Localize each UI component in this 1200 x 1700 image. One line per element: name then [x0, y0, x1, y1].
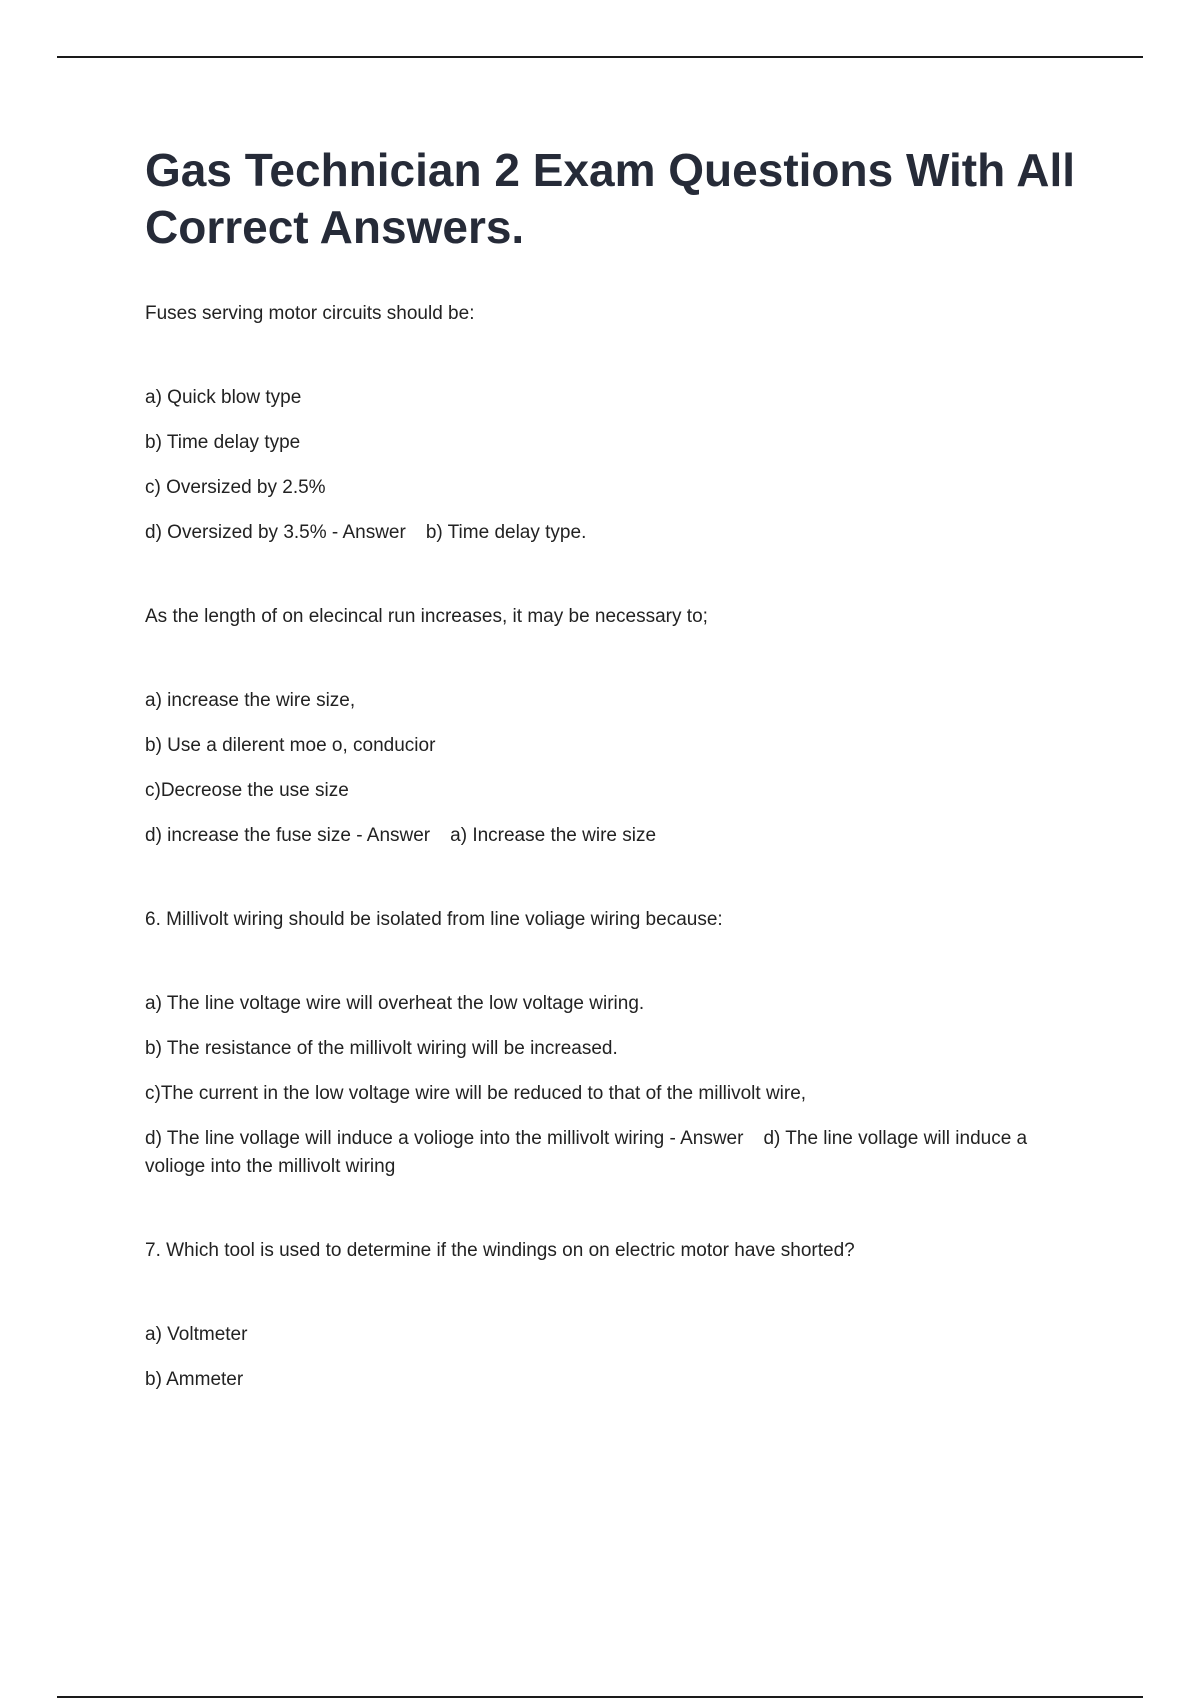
option-item-with-answer [145, 1125, 1085, 1181]
option-item: a) The line voltage wire will overheat the low voltage wiring. [145, 993, 645, 1014]
bottom-rule [57, 1696, 1143, 1698]
option-text: d) Oversized by 3.5% - Answer [145, 522, 406, 543]
option-text: d) The line vollage will induce a volioge into the millivolt wiring - Answer [145, 1128, 744, 1149]
document-title: Gas Technician 2 Exam Questions With All Correct Answers. [145, 144, 1076, 253]
options-list [145, 1321, 1085, 1394]
answer-text: d) The line vollage will induce a volioge into the millivolt wiring [145, 1128, 1028, 1177]
option-item-with-answer [145, 519, 1085, 547]
option-item-with-answer [145, 822, 1085, 850]
answer-text: b) Time delay type. [425, 522, 587, 543]
option-text: d) increase the fuse size - Answer [145, 825, 431, 846]
option-item: c)Decreose the use size [145, 780, 349, 801]
options-list [145, 990, 1085, 1181]
option-item: b) Time delay type [145, 432, 301, 453]
question-block [145, 1237, 1085, 1394]
option-item: a) Voltmeter [145, 1324, 248, 1345]
option-item: b) The resistance of the millivolt wiring will be increased. [145, 1038, 618, 1059]
question-text: Fuses serving motor circuits should be: [145, 303, 475, 324]
option-item: b) Use a dilerent moe o, conducior [145, 735, 436, 756]
option-item: a) increase the wire size, [145, 690, 356, 711]
options-list [145, 384, 1085, 547]
question-text: 6. Millivolt wiring should be isolated from line voliage wiring because: [145, 909, 723, 930]
answer-text: a) Increase the wire size [450, 825, 657, 846]
question-block [145, 603, 1085, 850]
option-item: c) Oversized by 2.5% [145, 477, 326, 498]
question-block [145, 906, 1085, 1181]
option-item: a) Quick blow type [145, 387, 302, 408]
top-rule [57, 56, 1143, 58]
option-item: b) Ammeter [145, 1369, 244, 1390]
option-item: c)The current in the low voltage wire will be reduced to that of the millivolt wire, [145, 1083, 807, 1104]
document-body [145, 142, 1085, 1394]
question-text: 7. Which tool is used to determine if the windings on on electric motor have shorted? [145, 1240, 855, 1261]
options-list [145, 687, 1085, 850]
question-text: As the length of on elecincal run increases, it may be necessary to; [145, 606, 708, 627]
question-block [145, 300, 1085, 547]
